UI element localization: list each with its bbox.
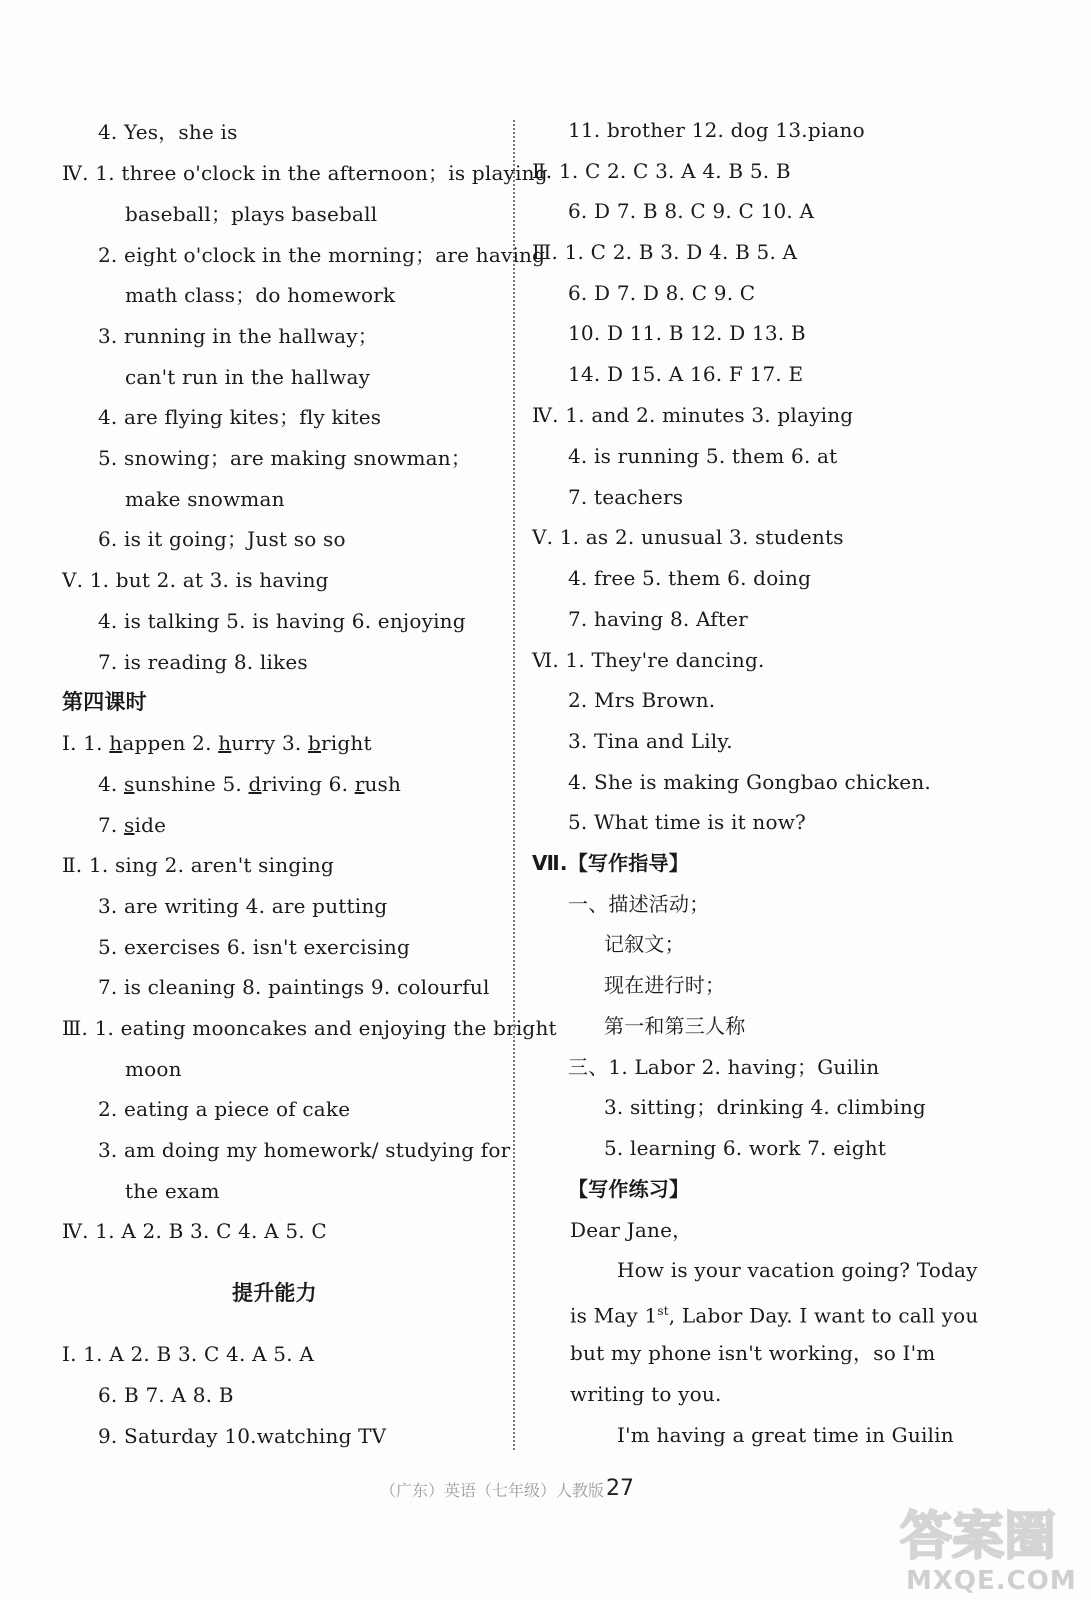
- answer-line: 6. B 7. A 8. B: [98, 1383, 234, 1407]
- answer-line: 5. snowing；are making snowman；: [98, 446, 472, 470]
- underlined-letter: b: [308, 731, 322, 755]
- answer-line: Ⅲ. 1. C 2. B 3. D 4. B 5. A: [532, 240, 798, 264]
- answer-line-underlined: [62, 731, 372, 755]
- word-rest: appen 2.: [122, 731, 219, 755]
- answer-line: 4. are flying kites；fly kites: [98, 405, 382, 429]
- item-prefix: Ⅰ. 1.: [62, 731, 110, 755]
- answer-line: 7. teachers: [568, 485, 684, 509]
- answer-line: the exam: [125, 1179, 220, 1203]
- watermark-glyphs: 答案圈: [900, 1507, 1057, 1567]
- word-rest: riving 6.: [261, 772, 355, 796]
- section-heading-improve-ability: 提升能力: [232, 1281, 317, 1305]
- word-rest: unshine 5.: [134, 772, 249, 796]
- answer-line: 3. Tina and Lily.: [568, 729, 733, 753]
- answer-line: 6. is it going；Just so so: [98, 527, 346, 551]
- answer-line: 7. is reading 8. likes: [98, 650, 308, 674]
- answer-line: 9. Saturday 10.watching TV: [98, 1424, 387, 1448]
- answer-line: Ⅳ. 1. three o'clock in the afternoon；is playing: [62, 161, 548, 185]
- underlined-letter: h: [218, 731, 232, 755]
- answer-line: 一、描述活动；: [568, 892, 710, 916]
- answer-line: can't run in the hallway: [125, 365, 371, 389]
- section-heading-lesson-4: 第四课时: [62, 690, 147, 714]
- answer-line: 4. is running 5. them 6. at: [568, 444, 838, 468]
- answer-line: Ⅲ. 1. eating mooncakes and enjoying the bright: [62, 1016, 557, 1040]
- answer-line: Ⅴ. 1. but 2. at 3. is having: [62, 568, 329, 592]
- footer-label: （广东）英语（七年级）人教版: [380, 1481, 605, 1500]
- answer-line: 14. D 15. A 16. F 17. E: [568, 362, 804, 386]
- answer-line: 6. D 7. B 8. C 9. C 10. A: [568, 199, 815, 223]
- letter-line: writing to you.: [570, 1382, 722, 1406]
- word-rest: ush: [364, 772, 402, 796]
- answer-line: 4. Yes，she is: [98, 120, 238, 144]
- answer-line: 2. eating a piece of cake: [98, 1097, 351, 1121]
- answer-line: 3. are writing 4. are putting: [98, 894, 388, 918]
- letter-line: How is your vacation going? Today: [617, 1258, 978, 1282]
- letter-line: [570, 1299, 979, 1328]
- answer-line: Ⅵ. 1. They're dancing.: [532, 648, 765, 672]
- underlined-letter: s: [124, 813, 135, 837]
- answer-line: 5. exercises 6. isn't exercising: [98, 935, 410, 959]
- letter-salutation: Dear Jane，: [570, 1218, 693, 1242]
- word-rest: ide: [134, 813, 167, 837]
- item-prefix: 4.: [98, 772, 125, 796]
- letter-line: I'm having a great time in Guilin: [617, 1423, 954, 1447]
- underlined-letter: r: [354, 772, 365, 796]
- answer-line: 11. brother 12. dog 13.piano: [568, 118, 865, 142]
- answer-line: 三、1. Labor 2. having；Guilin: [568, 1055, 880, 1079]
- answer-line: 4. She is making Gongbao chicken.: [568, 770, 931, 794]
- answer-line: 6. D 7. D 8. C 9. C: [568, 281, 756, 305]
- answer-line: 2. Mrs Brown.: [568, 688, 716, 712]
- item-prefix: 7.: [98, 813, 125, 837]
- watermark-text: MXQE.COM: [906, 1566, 1077, 1596]
- answer-line: 4. is talking 5. is having 6. enjoying: [98, 609, 466, 633]
- answer-line-underlined: [98, 772, 401, 796]
- word-rest: urry 3.: [231, 731, 308, 755]
- answer-line: 4. free 5. them 6. doing: [568, 566, 812, 590]
- answer-line: 3. running in the hallway；: [98, 324, 378, 348]
- letter-text: is May 1: [570, 1303, 658, 1328]
- answer-line: 5. learning 6. work 7. eight: [604, 1136, 887, 1160]
- answer-line: 2. eight o'clock in the morning；are having: [98, 243, 546, 267]
- answer-line: Ⅱ. 1. C 2. C 3. A 4. B 5. B: [532, 159, 791, 183]
- answer-line: 3. sitting；drinking 4. climbing: [604, 1095, 926, 1119]
- answer-line: baseball；plays baseball: [125, 202, 378, 226]
- letter-text: , Labor Day. I want to call you: [668, 1303, 979, 1328]
- answer-line: make snowman: [125, 487, 285, 511]
- answer-line: 3. am doing my homework/ studying for: [98, 1138, 511, 1162]
- underlined-letter: d: [248, 772, 262, 796]
- underlined-letter: h: [109, 731, 123, 755]
- answer-line: 10. D 11. B 12. D 13. B: [568, 321, 806, 345]
- answer-line: 7. having 8. After: [568, 607, 748, 631]
- answer-line: Ⅳ. 1. A 2. B 3. C 4. A 5. C: [62, 1219, 327, 1243]
- answer-line: Ⅳ. 1. and 2. minutes 3. playing: [532, 403, 854, 427]
- answer-line: math class；do homework: [125, 283, 396, 307]
- answer-line-underlined: [98, 813, 166, 837]
- page-number: 27: [606, 1476, 634, 1501]
- word-rest: right: [321, 731, 372, 755]
- column-divider: [513, 120, 515, 1450]
- answer-line: 7. is cleaning 8. paintings 9. colourful: [98, 975, 490, 999]
- answer-line: 5. What time is it now?: [568, 810, 806, 834]
- answer-line: Ⅰ. 1. A 2. B 3. C 4. A 5. A: [62, 1342, 314, 1366]
- answer-line: Ⅱ. 1. sing 2. aren't singing: [62, 853, 335, 877]
- answer-line: 第一和第三人称: [604, 1014, 746, 1038]
- ordinal-suffix: st: [657, 1304, 669, 1318]
- underlined-letter: s: [124, 772, 135, 796]
- writing-practice-heading: 【写作练习】: [568, 1177, 690, 1201]
- answer-line: Ⅴ. 1. as 2. unusual 3. students: [532, 525, 844, 549]
- writing-guide-heading: Ⅶ.【写作指导】: [532, 851, 689, 875]
- letter-line: but my phone isn't working，so I'm: [570, 1341, 936, 1365]
- answer-line: moon: [125, 1057, 182, 1081]
- answer-line: 记叙文；: [604, 932, 685, 956]
- answer-line: 现在进行时；: [604, 973, 726, 997]
